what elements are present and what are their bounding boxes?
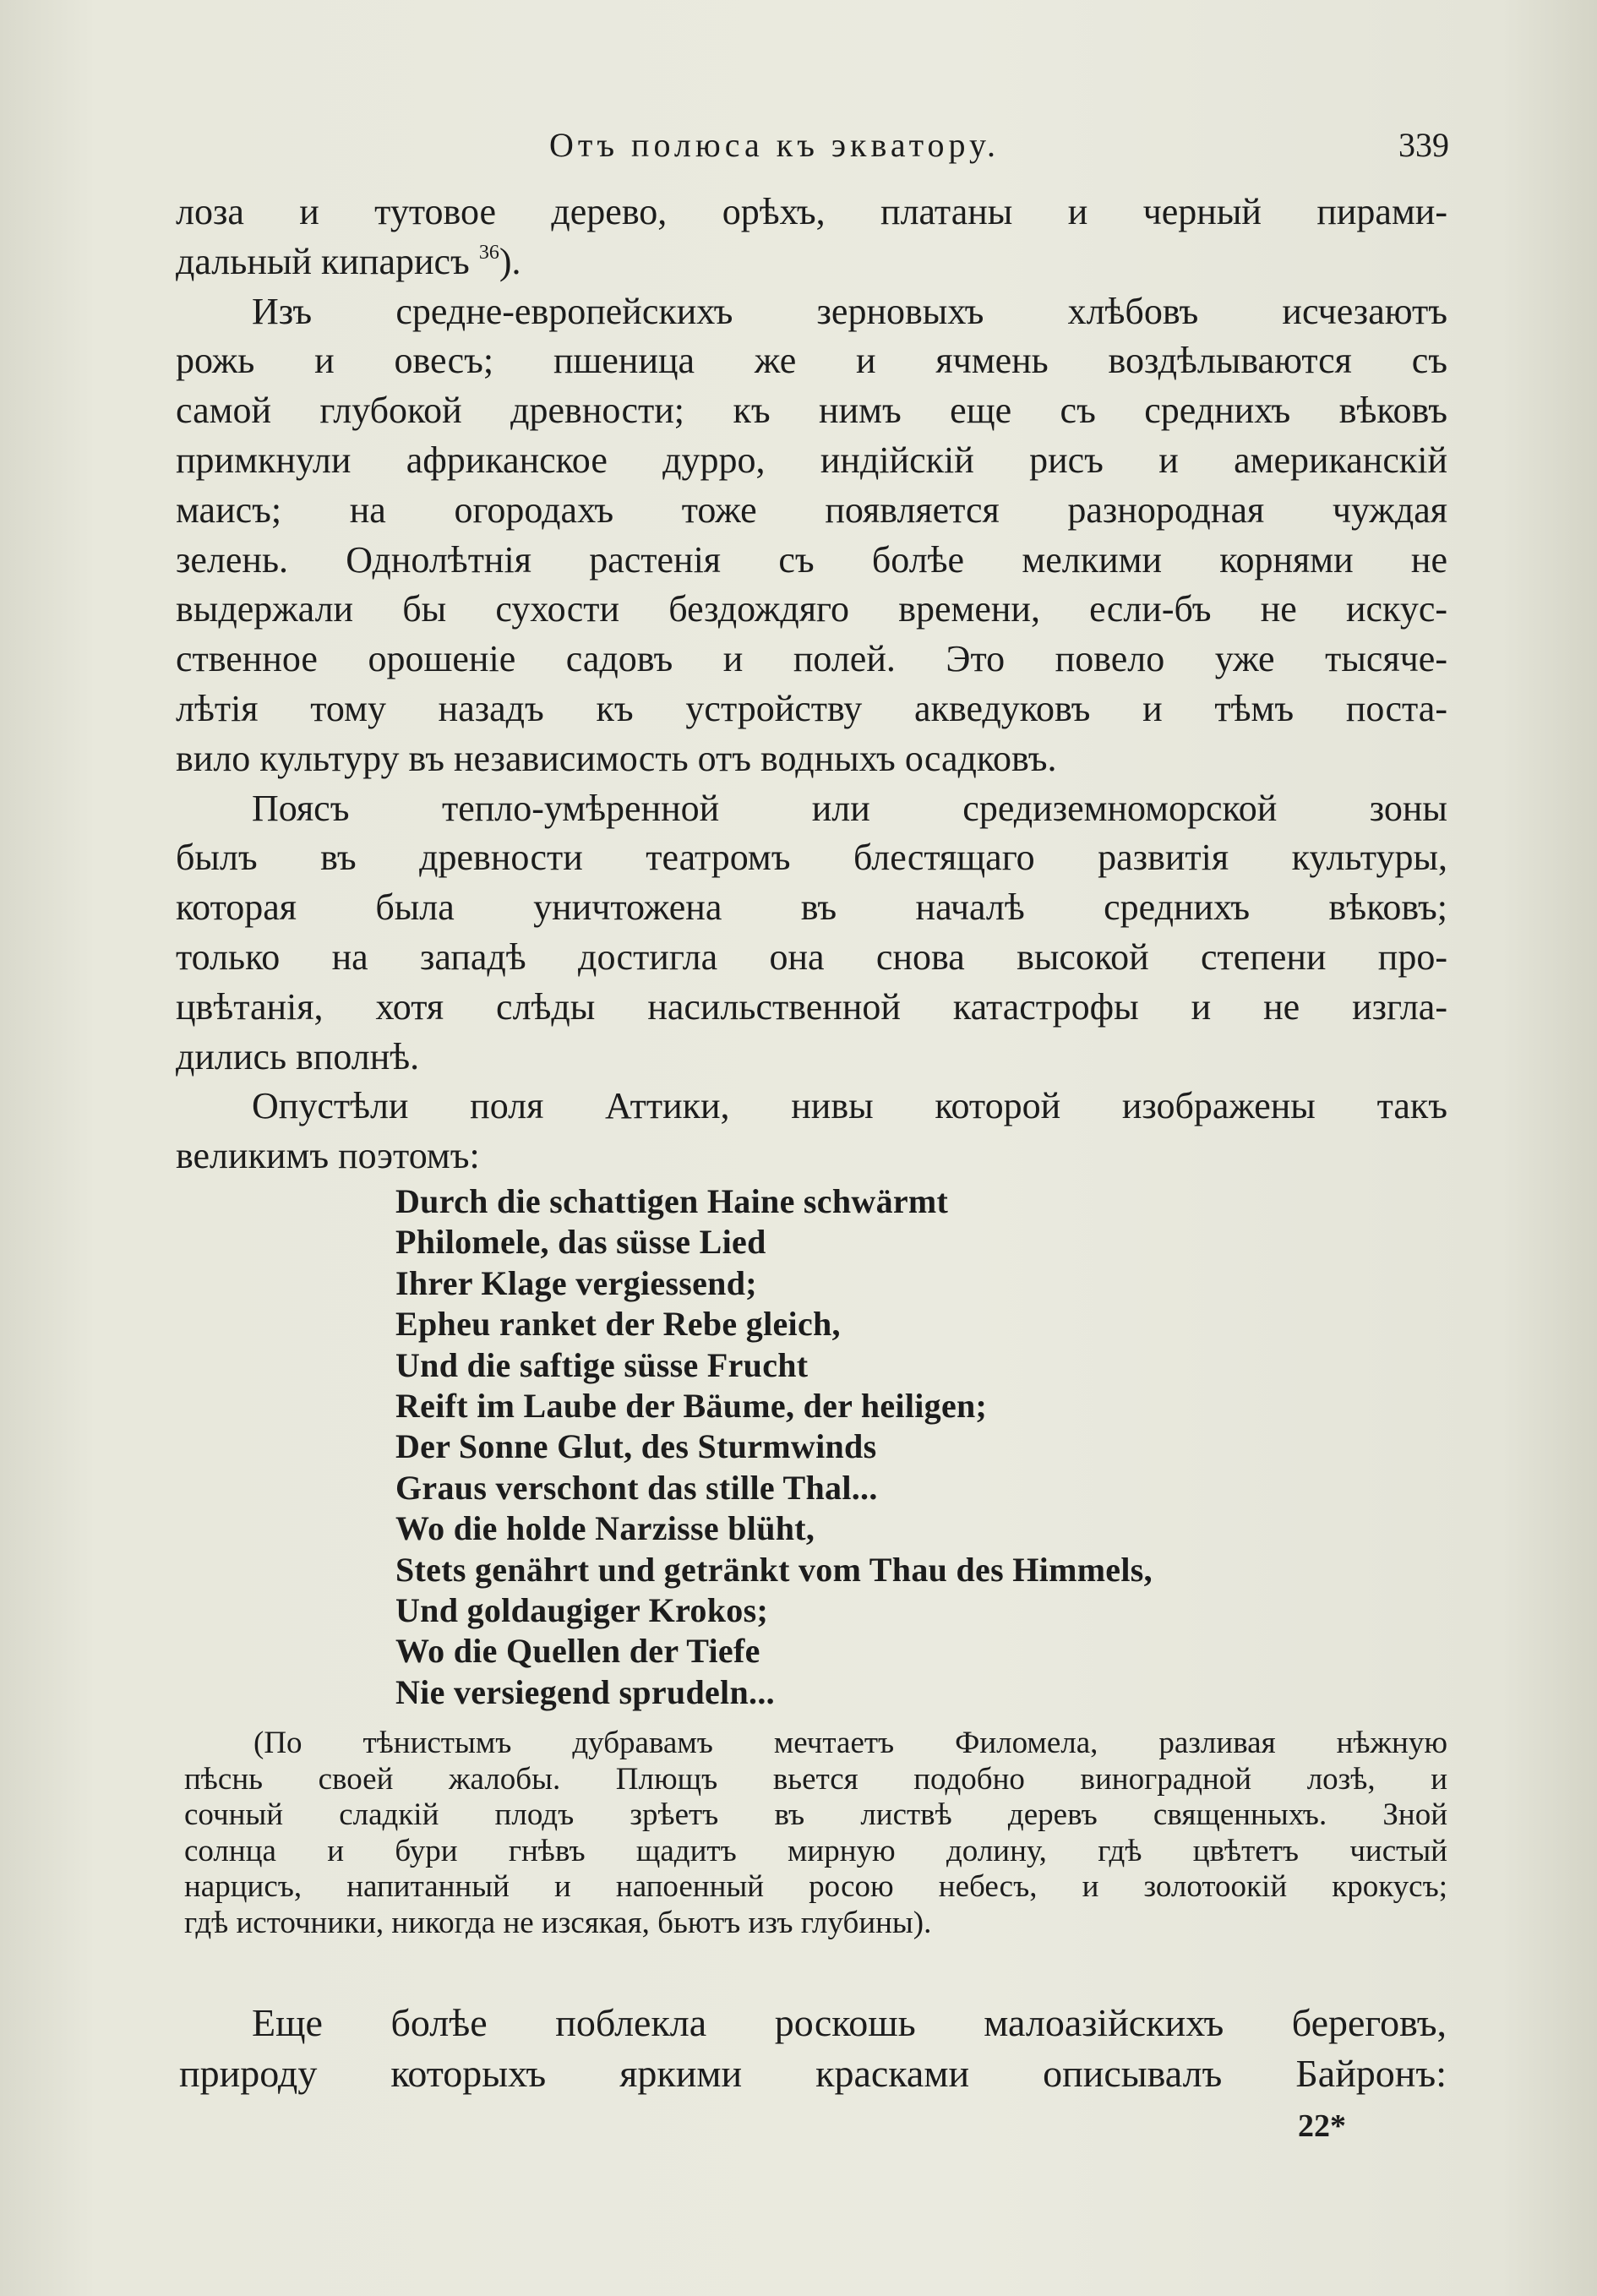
text-line: Поясъ тепло-умѣренной или средиземноморской зоны (252, 787, 1447, 829)
german-poem (395, 1181, 1409, 1713)
text-line-with-footnote (176, 237, 1447, 287)
running-title: Отъ полюса къ экватору. (549, 126, 1000, 164)
poem-line: Philomele, das süsse Lied (395, 1223, 766, 1262)
poem-line: Nie versiegend sprudeln... (395, 1672, 775, 1711)
poem-line: Ihrer Klage vergiessend; (395, 1263, 757, 1302)
text-fragment: дальный кипарисъ (176, 240, 470, 282)
translation-line: нарцисъ, напитанный и напоенный росою небесъ, и золотоокій крокусъ; (184, 1869, 1447, 1904)
page-number: 339 (1398, 126, 1449, 164)
text-line: Изъ средне-европейскихъ зерновыхъ хлѣбовъ исчезаютъ (252, 290, 1447, 332)
text-line: великимъ поэтомъ: (176, 1135, 480, 1177)
text-line: лоза и тутовое дерево, орѣхъ, платаны и черный пирами- (176, 191, 1447, 232)
text-line: Еще болѣе поблекла роскошь малоазійскихъ береговъ, (252, 2001, 1447, 2044)
poem-line: Durch die schattigen Haine schwärmt (395, 1182, 949, 1220)
text-line: только на западѣ достигла она снова высокой степени про- (176, 935, 1447, 978)
text-line: вило культуру въ независимость отъ водныхъ осадковъ. (176, 737, 1057, 779)
translation-line: пѣснь своей жалобы. Плющъ вьется подобно виноградной лозѣ, и (184, 1761, 1447, 1797)
text-line: выдержали бы сухости бездождяго времени, если-бъ не искус- (176, 588, 1447, 630)
text-line: примкнули африканское дурро, индійскій рисъ и американскій (176, 439, 1447, 481)
final-paragraph (179, 1998, 1447, 2099)
text-line: ственное орошеніе садовъ и полей. Это повело уже тысяче- (176, 638, 1447, 680)
page-header (169, 125, 1449, 176)
text-line: цвѣтанія, хотя слѣды насильственной катастрофы и не изгла- (176, 985, 1447, 1028)
footnote-reference: 36 (478, 241, 499, 264)
text-line: зелень. Однолѣтнія растенія съ болѣе мелкими корнями не (176, 538, 1447, 581)
poem-line: Wo die Quellen der Tiefe (395, 1632, 760, 1671)
poem-line: Graus verschont das stille Thal... (395, 1468, 878, 1507)
text-line: дились вполнѣ. (176, 1035, 420, 1077)
translation-line: сочный сладкій плодъ зрѣетъ въ листвѣ деревъ священныхъ. Зной (184, 1797, 1447, 1832)
text-line: самой глубокой древности; къ нимъ еще съ среднихъ вѣковъ (176, 390, 1447, 432)
printer-signature-mark: 22* (1298, 2108, 1346, 2144)
text-line: маисъ; на огородахъ тоже появляется разнородная чуждая (176, 488, 1447, 531)
text-line: Опустѣли поля Аттики, нивы которой изображены такъ (252, 1085, 1447, 1127)
body-text (176, 188, 1447, 1181)
text-fragment: ). (499, 240, 521, 282)
translation-line: солнца и бури гнѣвъ щадитъ мирную долину, гдѣ цвѣтетъ чистый (184, 1833, 1447, 1868)
poem-line: Stets genährt und getränkt vom Thau des Himmels, (395, 1550, 1153, 1589)
text-line: природу которыхъ яркими красками описывалъ Байронъ: (179, 2052, 1447, 2095)
poem-line: Der Sonne Glut, des Sturmwinds (395, 1427, 877, 1466)
text-line: которая была уничтожена въ началѣ среднихъ вѣковъ; (176, 886, 1447, 929)
poem-line: Und goldaugiger Krokos; (395, 1590, 769, 1629)
poem-line: Wo die holde Narzisse blüht, (395, 1509, 815, 1548)
text-line: былъ въ древности театромъ блестящаго развитія культуры, (176, 837, 1447, 879)
poem-translation (184, 1726, 1447, 1941)
poem-line: Und die saftige süsse Frucht (395, 1345, 809, 1384)
translation-line: гдѣ источники, никогда не изсякая, бьютъ изъ глубины). (184, 1905, 932, 1940)
poem-line: Reift im Laube der Bäume, der heiligen; (395, 1386, 988, 1425)
text-line: лѣтія тому назадъ къ устройству акведуковъ и тѣмъ поста- (176, 687, 1447, 729)
text-line: рожь и овесъ; пшеница же и ячмень воздѣлываются съ (176, 340, 1447, 382)
poem-line: Epheu ranket der Rebe gleich, (395, 1305, 841, 1344)
translation-line: (По тѣнистымъ дубравамъ мечтаетъ Филомела, разливая нѣжную (253, 1726, 1447, 1760)
